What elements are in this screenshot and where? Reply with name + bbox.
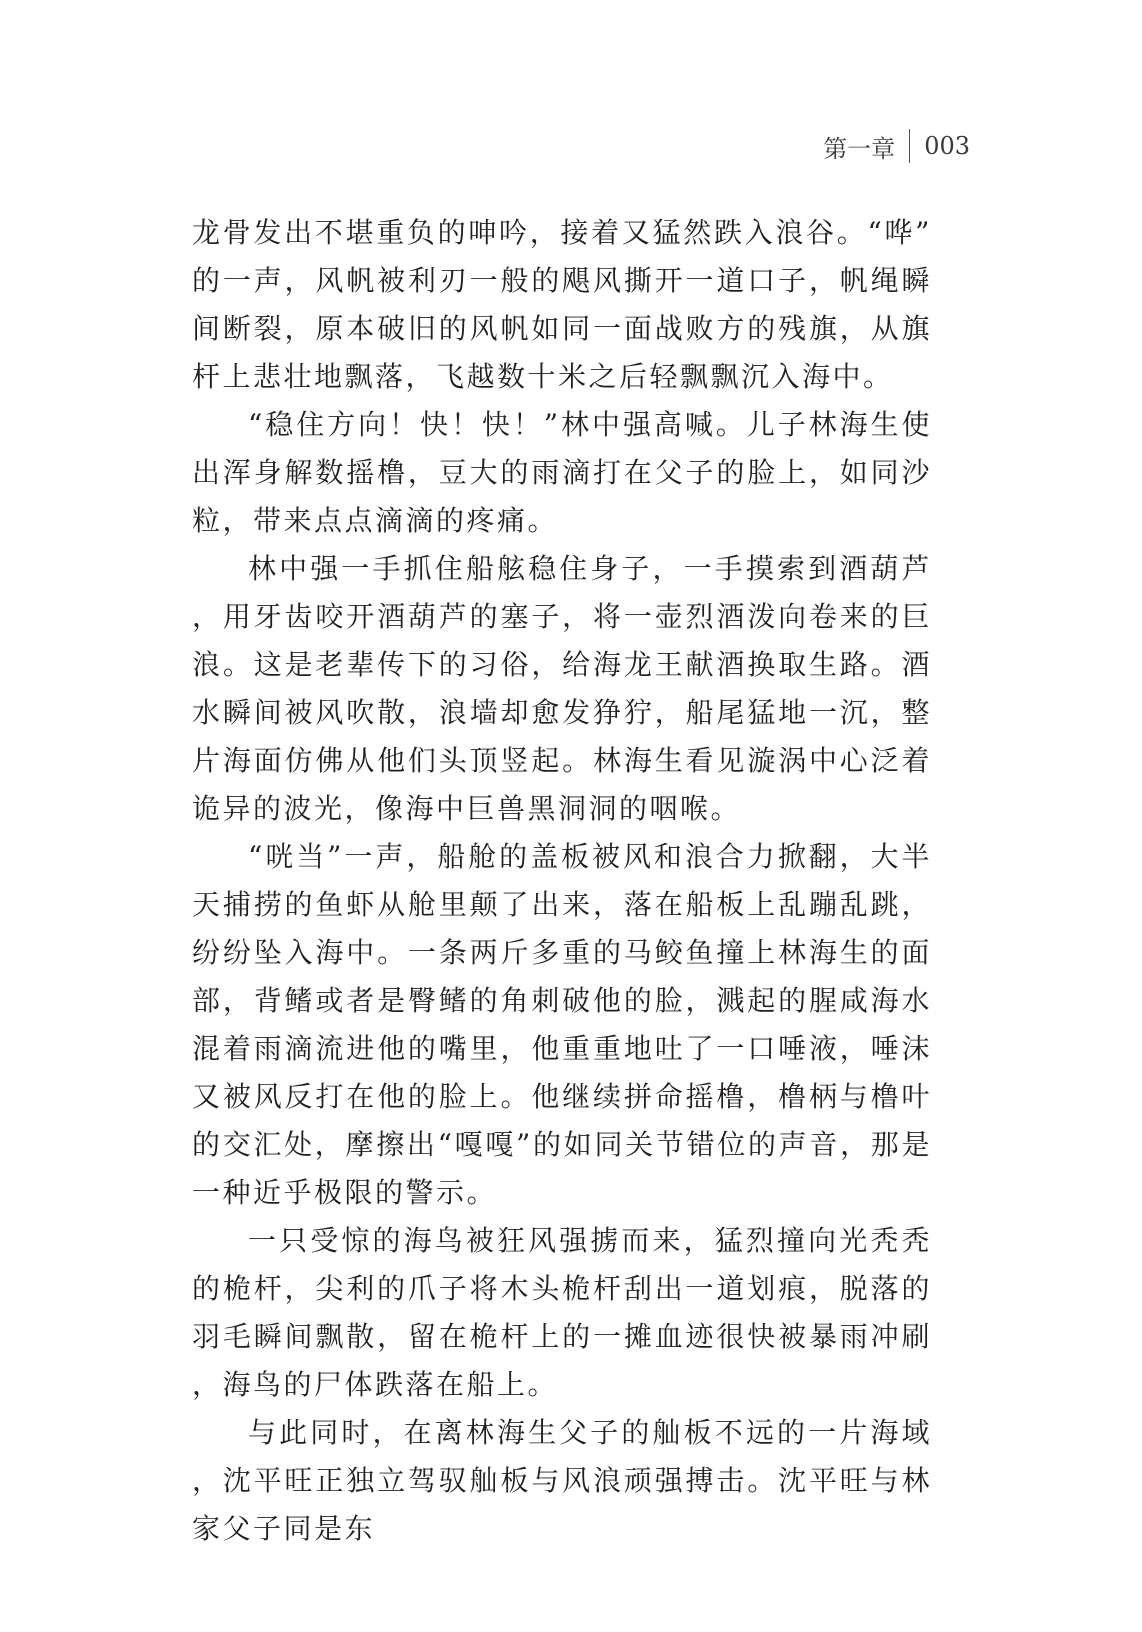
paragraph: “咣当”一声，船舱的盖板被风和浪合力掀翻，大半天捕捞的鱼虾从舱里颠了出来，落在船板上乱蹦乱跳，纷纷坠入海中。一条两斤多重的马鲛鱼撞上林海生的面部，背鳍或者是臀鳍的角刺破他的脸，溅起的腥咸海水混着雨滴流进他的嘴里，他重重地吐了一口唾液，唾沫又被风反打在他的脸上。他继续拼命摇橹，橹柄与橹叶的交汇处，摩擦出“嘎嘎”的如同关节错位的声音，那是一种近乎极限的警示。 [192, 840, 932, 1209]
paragraph: 林中强一手抓住船舷稳住身子，一手摸索到酒葫芦，用牙齿咬开酒葫芦的塞子，将一壶烈酒泼向卷来的巨浪。这是老辈传下的习俗，给海龙王献酒换取生路。酒水瞬间被风吹散，浪墙却愈发狰狞，船尾猛地一沉，整片海面仿佛从他们头顶竖起。林海生看见漩涡中心泛着诡异的波光，像海中巨兽黑洞洞的咽喉。 [192, 552, 932, 825]
paragraph: “稳住方向！快！快！”林中强高喊。儿子林海生使出浑身解数摇橹，豆大的雨滴打在父子的脸上，如同沙粒，带来点点滴滴的疼痛。 [192, 408, 932, 537]
body-text [192, 209, 932, 1553]
chapter-title: 第一章 [823, 134, 896, 163]
running-head-divider [909, 129, 910, 163]
page-number: 003 [924, 132, 970, 160]
paragraph: 龙骨发出不堪重负的呻吟，接着又猛然跌入浪谷。“哗”的一声，风帆被利刃一般的飓风撕开一道口子，帆绳瞬间断裂，原本破旧的风帆如同一面战败方的残旗，从旗杆上悲壮地飘落，飞越数十米之后轻飘飘沉入海中。 [192, 216, 932, 393]
paragraph: 与此同时，在离林海生父子的舢板不远的一片海域，沈平旺正独立驾驭舢板与风浪顽强搏击。沈平旺与林家父子同是东 [192, 1416, 932, 1545]
running-head [823, 128, 970, 164]
paragraph: 一只受惊的海鸟被狂风强掳而来，猛烈撞向光秃秃的桅杆，尖利的爪子将木头桅杆刮出一道划痕，脱落的羽毛瞬间飘散，留在桅杆上的一摊血迹很快被暴雨冲刷，海鸟的尸体跌落在船上。 [192, 1224, 932, 1401]
